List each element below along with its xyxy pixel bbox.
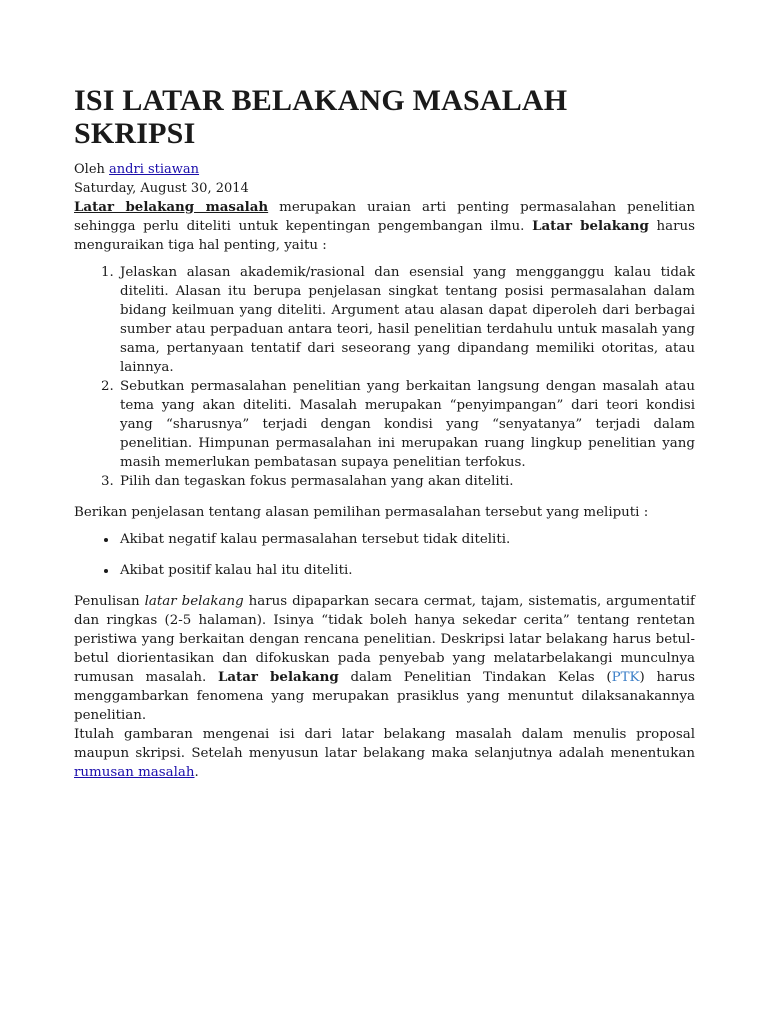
article [74, 84, 695, 782]
ordered-item-3: 3. Pilih dan tegaskan fokus permasalahan yang akan diteliti. [118, 472, 695, 491]
closing-end: . [194, 765, 199, 780]
penulisan-bold: Latar belakang [217, 669, 339, 685]
penulisan-t3: dalam Penelitian Tindakan Kelas ( [338, 670, 612, 685]
byline-prefix: Oleh [74, 162, 105, 177]
intro-text-1: merupakan uraian arti penting permasalahan penelitian sehingga perlu diteliti untuk kepentingan pengembangan ilmu. [74, 200, 695, 234]
penulisan-t4: ) harus menggambarkan fenomena yang merupakan prasiklus yang menuntut dilaksanakannya penelitian. [74, 670, 695, 723]
penulisan-italic: latar belakang [144, 594, 244, 609]
intro-bold-link[interactable]: Latar belakang masalah [74, 199, 269, 215]
explain-paragraph: Berikan penjelasan tentang alasan pemilihan permasalahan tersebut yang meliputi : [74, 505, 649, 520]
closing-text: Itulah gambaran mengenai isi dari latar belakang masalah dalam menulis proposal maupun skripsi. Setelah menyusun latar belakang maka selanjutnya adalah menentukan [74, 727, 695, 761]
rumusan-masalah-link[interactable]: rumusan masalah [74, 765, 195, 780]
intro-paragraph [74, 198, 695, 255]
penulisan-t2: harus dipaparkan secara cermat, tajam, sistematis, argumentatif dan ringkas (2-5 halaman). Isinya “tidak boleh hanya sekedar cerita” tentang rentetan peristiwa yang berkaitan dengan rencana penelitian. Deskripsi latar belakang harus betul-betul diorientasikan dan difokuskan pada penyebab yang melatarbelakangi munculnya rumusan masalah. [74, 594, 695, 685]
post-date: Saturday, August 30, 2014 [74, 181, 249, 196]
closing-paragraph [74, 725, 695, 782]
byline [74, 160, 695, 179]
ptk-link[interactable]: PTK [611, 670, 640, 685]
intro-bold-2: Latar belakang [532, 218, 649, 234]
author-link[interactable]: andri stiawan [109, 162, 200, 177]
page-title: ISI LATAR BELAKANG MASALAH SKRIPSI [74, 84, 568, 150]
ordered-list [74, 263, 695, 491]
penulisan-t1: Penulisan [74, 594, 145, 609]
penulisan-paragraph [74, 592, 695, 725]
bullet-item-2: • Akibat positif kalau hal itu diteliti. [118, 561, 695, 580]
bullet-list [74, 530, 695, 580]
ordered-item-2: 2. Sebutkan permasalahan penelitian yang berkaitan langsung dengan masalah atau tema yang akan diteliti. Masalah merupakan “penyimpangan” dari teori kondisi yang “sharusnya” terjadi dengan kondisi yang “senyatanya” terjadi dalam penelitian. Himpunan permasalahan ini merupakan ruang lingkup penelitian yang masih memerlukan pembatasan supaya penelitian terfokus. [118, 377, 695, 472]
ordered-item-1: 1. Jelaskan alasan akademik/rasional dan esensial yang mengganggu kalau tidak diteliti. Alasan itu berupa penjelasan singkat tentang posisi permasalahan dalam bidang keilmuan yang diteliti. Argument atau alasan dapat diperoleh dari berbagai sumber atau perpaduan antara teori, hasil penelitian terdahulu untuk masalah yang sama, pertanyaan tentatif dari seseorang yang dipandang memiliki otoritas, atau lainnya. [118, 263, 695, 377]
bullet-item-1: • Akibat negatif kalau permasalahan tersebut tidak diteliti. [118, 530, 695, 549]
intro-text-2: harus menguraikan tiga hal penting, yaitu : [74, 219, 696, 253]
